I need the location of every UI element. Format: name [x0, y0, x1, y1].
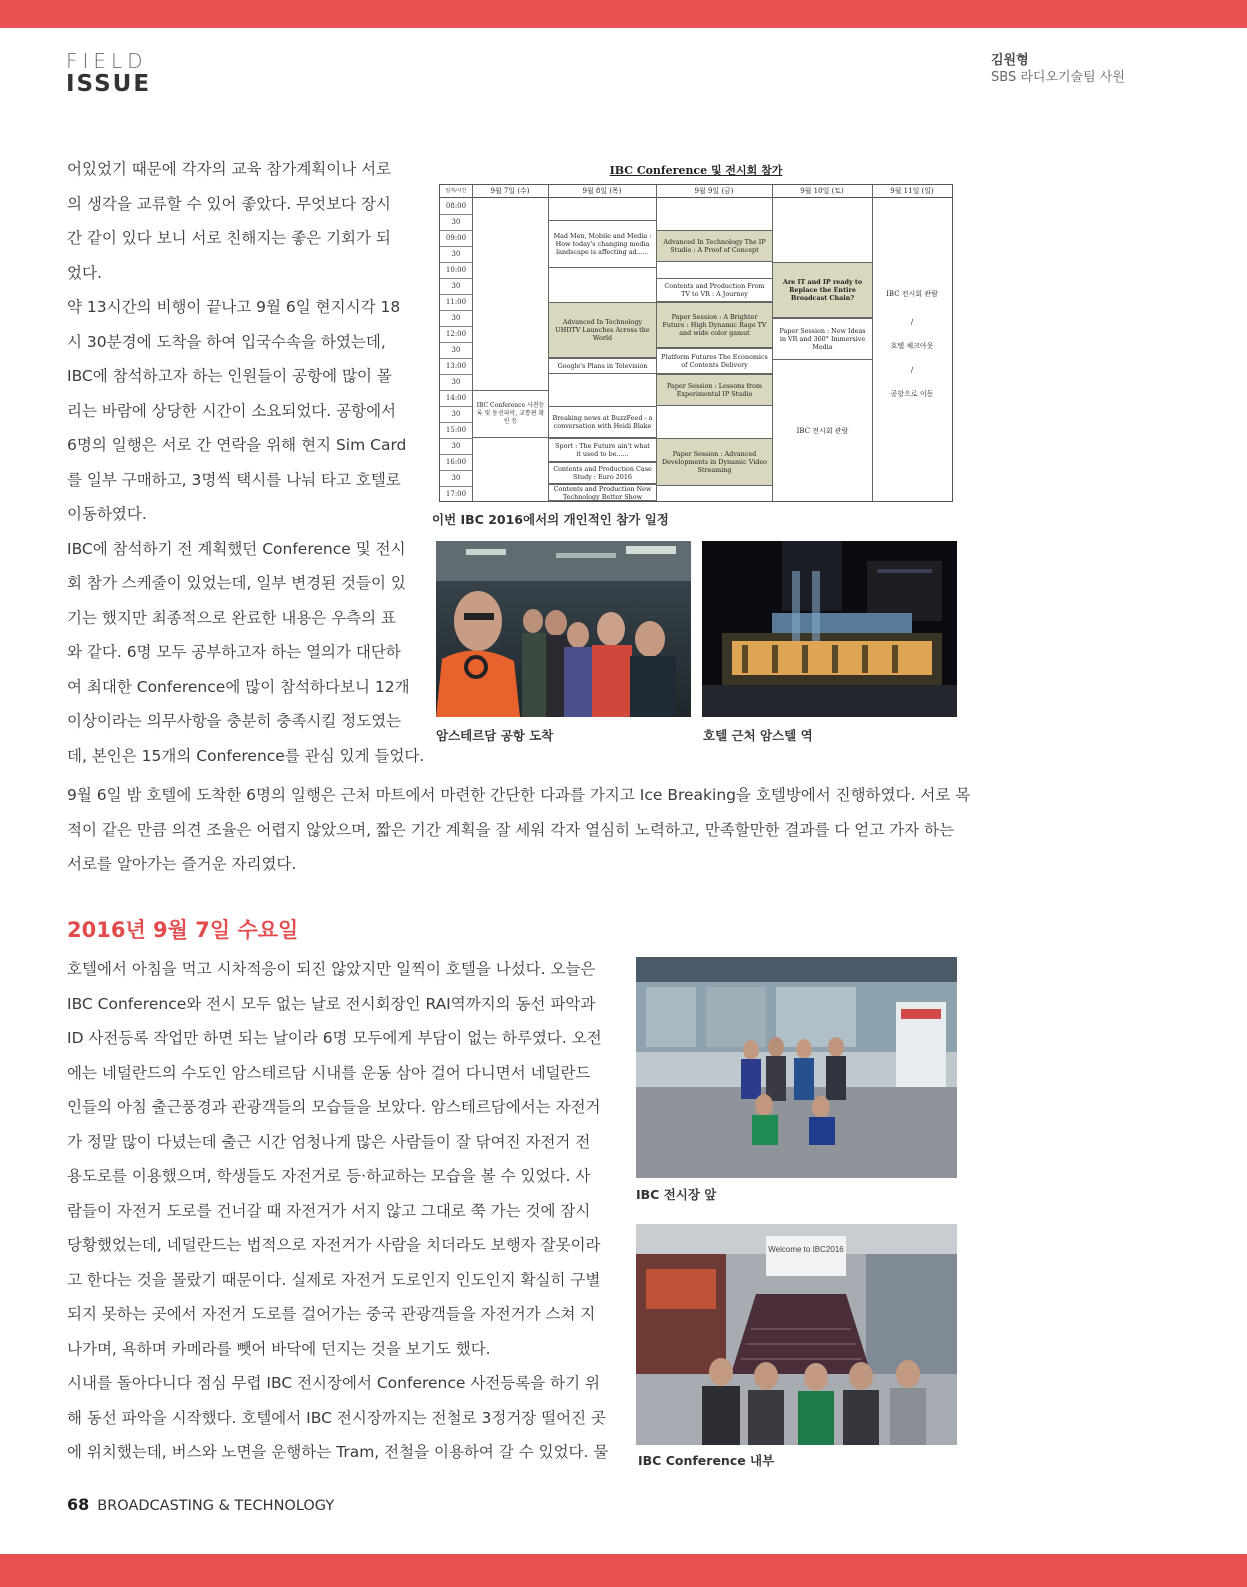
airport-photo-caption: 암스테르담 공항 도착: [436, 728, 554, 743]
event-d3-lessons: Paper Session : Lessons from Experimental IP Studio: [656, 374, 773, 406]
conference-inside-caption: IBC Conference 내부: [638, 1453, 775, 1468]
event-d3-platform-futures: Platform Futures The Economics of Contents Delivery: [656, 348, 773, 374]
schedule-corner: 일자/시간: [445, 188, 467, 194]
ibc-conference-inside-photo: [636, 1224, 957, 1445]
event-d2-uhdtv: Advanced In Technology UHDTV Launches Across the World: [548, 302, 657, 358]
time-label: 15:00: [445, 426, 467, 434]
time-label: 17:00: [445, 489, 467, 498]
page-footer: [67, 1495, 334, 1514]
time-label: 09:00: [445, 234, 467, 242]
time-label: 30: [451, 314, 461, 322]
event-d2-sport: Sport : The Future ain't what it used to be......: [548, 438, 657, 462]
author-name: 김원형: [991, 53, 1029, 68]
time-label: 30: [451, 474, 461, 482]
event-d4-exhibition: IBC 전시회 관람: [796, 426, 849, 435]
schedule-grid: [439, 184, 953, 502]
event-d5-airport: 공항으로 이동: [890, 390, 934, 398]
schedule-header-rule: [440, 197, 952, 198]
event-d5-separator: /: [910, 366, 914, 374]
section-label-field: FIELD: [66, 49, 148, 73]
event-d2-mad-men: Mad Men, Mobile and Media : How today's changing media landscape is affecting ad......: [548, 220, 657, 268]
section-label-issue: ISSUE: [66, 71, 152, 97]
event-d5-exhibition: IBC 전시회 관람: [886, 290, 938, 298]
airport-arrival-photo: [436, 541, 691, 717]
event-d1-registration: IBC Conference 사전등록 및 동선파악, 교통편 확인 등: [472, 390, 549, 438]
welcome-sign-text: Welcome to IBC2016: [768, 1245, 844, 1254]
amstel-station-photo: [702, 541, 957, 717]
time-label: 16:00: [445, 458, 467, 466]
schedule-day-3: 9월 9일 (금): [694, 187, 734, 195]
event-d2-euro: Contents and Production Case Study : Euro 2016: [548, 462, 657, 484]
schedule-day-5: 9월 11일 (일): [890, 187, 934, 195]
time-label: 10:00: [445, 266, 467, 274]
time-label: 30: [451, 282, 461, 290]
time-label: 30: [451, 218, 461, 226]
time-label: 12:00: [445, 330, 467, 338]
station-photo-caption: 호텔 근처 암스텔 역: [703, 728, 813, 743]
schedule-day-4: 9월 10일 (토): [800, 187, 844, 195]
event-d5-separator: /: [910, 318, 914, 326]
event-d3-tv-to-vr: Contents and Production From TV to VR : A Journey: [656, 278, 773, 302]
time-label: 14:00: [445, 394, 467, 402]
event-d2-better-show: Contents and Production New Technology Better Show: [548, 484, 657, 501]
schedule-caption: 이번 IBC 2016에서의 개인적인 참가 일정: [432, 512, 669, 527]
schedule-day-1: 9월 7일 (수): [490, 187, 530, 195]
event-d5-checkout: 호텔 체크아웃: [890, 342, 934, 350]
left-column-text: 어있었기 때문에 각자의 교육 참가계획이나 서로 의 생각을 교류할 수 있어 좋았다. 무엇보다 장시 간 같이 있다 보니 서로 친해지는 좋은 기회가 되 었다. 약 13시간의 비행이 끝나고 9월 6일 현지시각 18 시 30분경에 도착을 하여 입국수속을 하였는데, IBC에 참석하고자 하는 인원들이 공항에 많이 몰 리는 바람에 상당한 시간이 소요되었다. 공항에서 6명의 일행은 서로 간 연락을 위해 현지 Sim Card 를 일부 구매하고, 3명씩 택시를 나눠 타고 호텔로 이동하였다. IBC에 참석하기 전 계획했던 Conference 및 전시 회 참가 스케줄이 있었는데, 일부 변경된 것들이 있 기는 했지만 최종적으로 완료한 내용은 우측의 표 와 같다. 6명 모두 공부하고자 하는 열의가 대단하 여 최대한 Conference에 많이 참석하다보니 12개 이상이라는 의무사항을 충분히 충족시킬 정도였는 데, 본인은 15개의 Conference를 관심 있게 들었다.: [67, 160, 425, 765]
event-d2-buzzfeed: Breaking news at BuzzFeed - a conversation with Heidi Blake: [548, 406, 657, 438]
time-label: 30: [451, 378, 461, 386]
event-d3-brighter-future: Paper Session : A Brighter Future : High Dynamic Rage TV and wide color gamut: [656, 302, 773, 348]
time-label: 30: [451, 250, 461, 258]
event-d3-ip-studio: Advanced In Technology The IP Studio : A Proof of Concept: [656, 230, 773, 262]
time-label: 30: [451, 410, 461, 418]
event-d4-it-ip: Are IT and IP ready to Replace the Entire Broadcast Chain?: [772, 262, 873, 318]
top-accent-bar: [0, 0, 1247, 28]
magazine-name: BROADCASTING & TECHNOLOGY: [97, 1498, 335, 1514]
author-role: SBS 라디오기술팀 사원: [991, 70, 1125, 85]
ibc-venue-front-photo: [636, 957, 957, 1178]
time-label: 13:00: [445, 362, 467, 370]
event-d3-streaming: Paper Session : Advanced Developments in Dynamic Video Streaming: [656, 438, 773, 486]
page-number: 68: [67, 1495, 90, 1514]
schedule-title: IBC Conference 및 전시회 참가: [609, 164, 783, 177]
schedule-table: [439, 162, 953, 504]
bottom-accent-bar: [0, 1554, 1247, 1587]
time-label: 11:00: [445, 298, 467, 306]
venue-front-caption: IBC 전시장 앞: [636, 1187, 717, 1202]
event-d2-google: Google's Plans in Television: [548, 358, 657, 374]
time-label: 08:00: [445, 202, 467, 210]
time-label: 30: [451, 442, 461, 450]
section-body-text: 호텔에서 아침을 먹고 시차적응이 되진 않았지만 일찍이 호텔을 나섰다. 오늘은 IBC Conference와 전시 모두 없는 날로 전시회장인 RAI역까지의 동선 파악과 ID 사전등록 작업만 하면 되는 날이라 6명 모두에게 부담이 없는 하루였다. 오전 에는 네덜란드의 수도인 암스테르담 시내를 운동 삼아 걸어 다니면서 네덜란드 인들의 아침 출근풍경과 관광객들의 모습들을 보았다. 암스테르담에서는 자전거 가 정말 많이 다녔는데 출근 시간 엄청나게 많은 사람들이 잘 닦여진 자전거 전 용도로를 이용했으며, 학생들도 자전거로 등·하교하는 모습을 볼 수 있었다. 사 람들이 자전거 도로를 건너갈 때 자전거가 서지 않고 그대로 쭉 가는 것에 잠시 당황했었는데, 네덜란드는 법적으로 자전거가 사람을 치더라도 보행자 잘못이라 고 한다는 것을 몰랐기 때문이다. 실제로 자전거 도로인지 인도인지 확실히 구별 되지 못하는 곳에서 자전거 도로를 걸어가는 중국 관광객들을 자전거가 스쳐 지 나가며, 욕하며 카메라를 뺏어 바닥에 던지는 것을 보기도 했다. 시내를 돌아다니다 점심 무렵 IBC 전시장에서 Conference 사전등록을 하기 위 해 동선 파악을 시작했다. 호텔에서 IBC 전시장까지는 전철로 3정거장 떨어진 곳 에 위치했는데, 버스와 노면을 운행하는 Tram, 전철을 이용하여 갈 수 있었다. 물: [67, 960, 609, 1461]
section-heading: 2016년 9월 7일 수요일: [67, 918, 299, 942]
event-d4-vr360: Paper Session : New Ideas in VR and 360° Immersive Media: [772, 318, 873, 360]
full-width-paragraph: 9월 6일 밤 호텔에 도착한 6명의 일행은 근처 마트에서 마련한 간단한 다과를 가지고 Ice Breaking을 호텔방에서 진행하였다. 서로 목 적이 같은 만큼 의견 조율은 어렵지 않았으며, 짧은 기간 계획을 잘 세워 각자 열심히 노력하고, 만족할만한 결과를 다 얻고 가자 하는 서로를 알아가는 즐거운 자리였다.: [67, 786, 971, 873]
schedule-day-2: 9월 8일 (목): [582, 187, 622, 195]
time-label: 30: [451, 346, 461, 354]
